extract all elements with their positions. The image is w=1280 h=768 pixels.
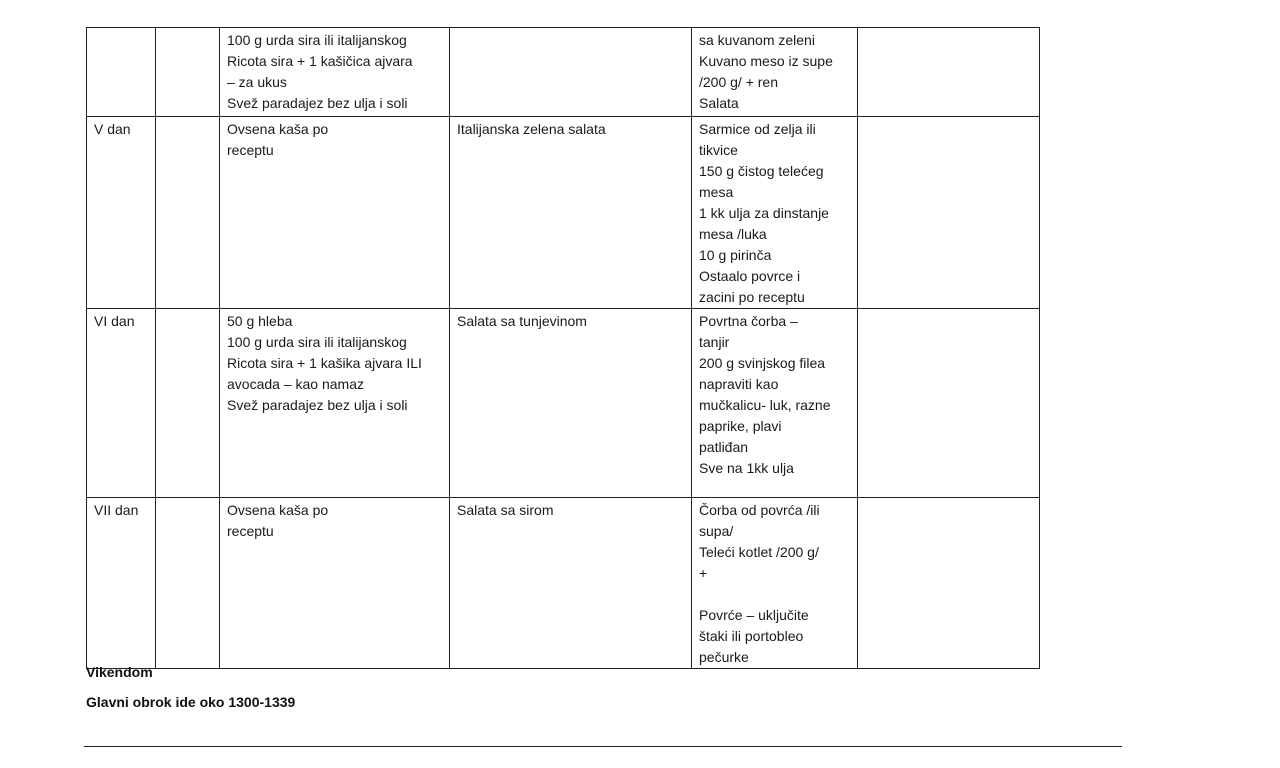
cell-text-line: tikvice — [699, 142, 738, 158]
cell-text-line: Sve na 1kk ulja — [699, 460, 794, 476]
cell-text-line: mesa — [699, 184, 734, 200]
day-label-cell — [87, 117, 156, 309]
table-row — [87, 309, 1040, 498]
day-label-cell — [87, 309, 156, 498]
cell-text-line: mučkalicu- luk, razne — [699, 397, 831, 413]
cell-text-line: Čorba od povrća /ili — [699, 502, 820, 518]
cell-text-line: paprike, plavi — [699, 418, 782, 434]
day-label: V dan — [94, 121, 131, 137]
empty-cell — [156, 28, 220, 117]
table-row — [87, 117, 1040, 309]
cell-text-line: mesa /luka — [699, 226, 767, 242]
cell-text-line: patliđan — [699, 439, 749, 455]
cell-text-line: avocada – kao namaz — [227, 376, 364, 392]
cell-text-line: + — [699, 565, 708, 581]
cell-text-line: Salata sa tunjevinom — [457, 313, 587, 329]
lunch-cell — [692, 498, 858, 669]
breakfast-cell — [220, 117, 450, 309]
empty-cell — [858, 498, 1040, 669]
cell-text-line: Ovsena kaša po — [227, 502, 329, 518]
day-label: VI dan — [94, 313, 135, 329]
cell-text-line: 200 g svinjskog filea — [699, 355, 826, 371]
cell-text-line: Kuvano meso iz supe — [699, 53, 833, 69]
cell-text-line: Ovsena kaša po — [227, 121, 329, 137]
cell-text-line: Ostaalo povrce i — [699, 268, 801, 284]
snack-cell — [450, 309, 692, 498]
snack-cell — [450, 117, 692, 309]
main-meal-note: Glavni obrok ide oko 1300-1339 — [86, 694, 296, 710]
empty-cell — [156, 309, 220, 498]
cell-text-line: supa/ — [699, 523, 734, 539]
empty-cell — [858, 28, 1040, 117]
cell-text-line: Salata sa sirom — [457, 502, 554, 518]
cell-text-line: receptu — [227, 523, 274, 539]
snack-cell — [450, 28, 692, 117]
empty-cell — [858, 309, 1040, 498]
lunch-cell — [692, 309, 858, 498]
breakfast-cell — [220, 28, 450, 117]
empty-cell — [156, 117, 220, 309]
cell-text-line — [699, 584, 851, 605]
cell-text-line: pečurke — [699, 649, 749, 665]
empty-cell — [858, 117, 1040, 309]
cell-text-line: Sarmice od zelja ili — [699, 121, 816, 137]
day-label: VII dan — [94, 502, 139, 518]
cell-text-line: Ricota sira + 1 kašika ajvara ILI — [227, 355, 422, 371]
cell-text-line: sa kuvanom zeleni — [699, 32, 815, 48]
footer-divider — [84, 746, 1122, 747]
cell-text-line: Svež paradajez bez ulja i soli — [227, 397, 408, 413]
cell-text-line: zacini po receptu — [699, 289, 805, 305]
cell-text-line: Svež paradajez bez ulja i soli — [227, 95, 408, 111]
cell-text-line: 150 g čistog telećeg — [699, 163, 824, 179]
table-row — [87, 498, 1040, 669]
cell-text-line: receptu — [227, 142, 274, 158]
cell-text-line: 10 g pirinča — [699, 247, 772, 263]
meal-plan-table — [86, 27, 1040, 669]
cell-text-line: Italijanska zelena salata — [457, 121, 606, 137]
weekend-note: Vikendom — [86, 664, 153, 680]
cell-text-line: štaki ili portobleo — [699, 628, 804, 644]
day-label-cell — [87, 28, 156, 117]
table-row — [87, 28, 1040, 117]
cell-text-line: 1 kk ulja za dinstanje — [699, 205, 829, 221]
cell-text-line: 100 g urda sira ili italijanskog — [227, 334, 407, 350]
cell-text-line: Teleći kotlet /200 g/ — [699, 544, 819, 560]
cell-text-line: Salata — [699, 95, 739, 111]
snack-cell — [450, 498, 692, 669]
cell-text-line: /200 g/ + ren — [699, 74, 779, 90]
cell-text-line: Ricota sira + 1 kašičica ajvara — [227, 53, 413, 69]
cell-text-line: napraviti kao — [699, 376, 779, 392]
lunch-cell — [692, 117, 858, 309]
empty-cell — [156, 498, 220, 669]
lunch-cell — [692, 28, 858, 117]
cell-text-line: – za ukus — [227, 74, 287, 90]
breakfast-cell — [220, 309, 450, 498]
cell-text-line: Povrtna čorba – — [699, 313, 798, 329]
cell-text-line: tanjir — [699, 334, 730, 350]
cell-text-line: 50 g hleba — [227, 313, 293, 329]
breakfast-cell — [220, 498, 450, 669]
cell-text-line: Povrće – uključite — [699, 607, 809, 623]
day-label-cell — [87, 498, 156, 669]
cell-text-line: 100 g urda sira ili italijanskog — [227, 32, 407, 48]
